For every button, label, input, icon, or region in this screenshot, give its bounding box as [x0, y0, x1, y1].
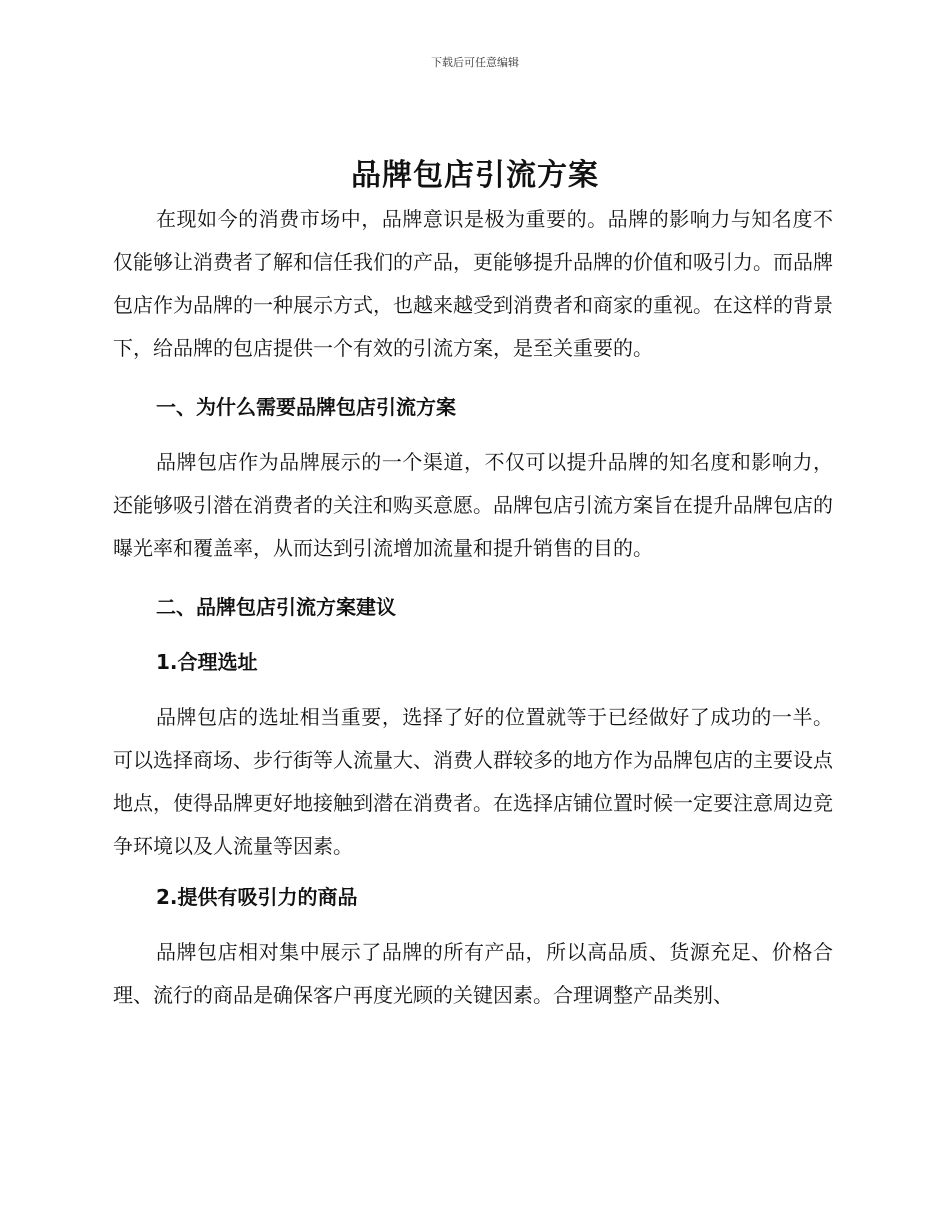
page-header-note: 下载后可任意编辑: [431, 56, 519, 69]
document-body: [113, 198, 833, 1017]
subsection-1-paragraph: 品牌包店的选址相当重要，选择了好的位置就等于已经做好了成功的一半。可以选择商场、步行街等人流量大、消费人群较多的地方作为品牌包店的主要设点地点，使得品牌更好地接触到潜在消费者。在选择店铺位置时候一定要注意周边竞争环境以及人流量等因素。: [113, 705, 833, 858]
subsection-2-paragraph: 品牌包店相对集中展示了品牌的所有产品，所以高品质、货源充足、价格合理、流行的商品是确保客户再度光顾的关键因素。合理调整产品类别、: [113, 940, 833, 1007]
subsection-1-heading: 1.合理选址: [156, 650, 258, 674]
section-2-heading: 二、品牌包店引流方案建议: [156, 595, 396, 619]
section-1-heading: 一、为什么需要品牌包店引流方案: [156, 395, 456, 419]
document-title: 品牌包店引流方案: [351, 158, 599, 193]
intro-paragraph: 在现如今的消费市场中，品牌意识是极为重要的。品牌的影响力与知名度不仅能够让消费者了解和信任我们的产品，更能够提升品牌的价值和吸引力。而品牌包店作为品牌的一种展示方式，也越来越受到消费者和商家的重视。在这样的背景下，给品牌的包店提供一个有效的引流方案，是至关重要的。: [113, 207, 833, 360]
section-1-paragraph: 品牌包店作为品牌展示的一个渠道，不仅可以提升品牌的知名度和影响力，还能够吸引潜在消费者的关注和购买意愿。品牌包店引流方案旨在提升品牌包店的曝光率和覆盖率，从而达到引流增加流量和提升销售的目的。: [113, 450, 833, 560]
subsection-2-heading: 2.提供有吸引力的商品: [156, 885, 358, 909]
